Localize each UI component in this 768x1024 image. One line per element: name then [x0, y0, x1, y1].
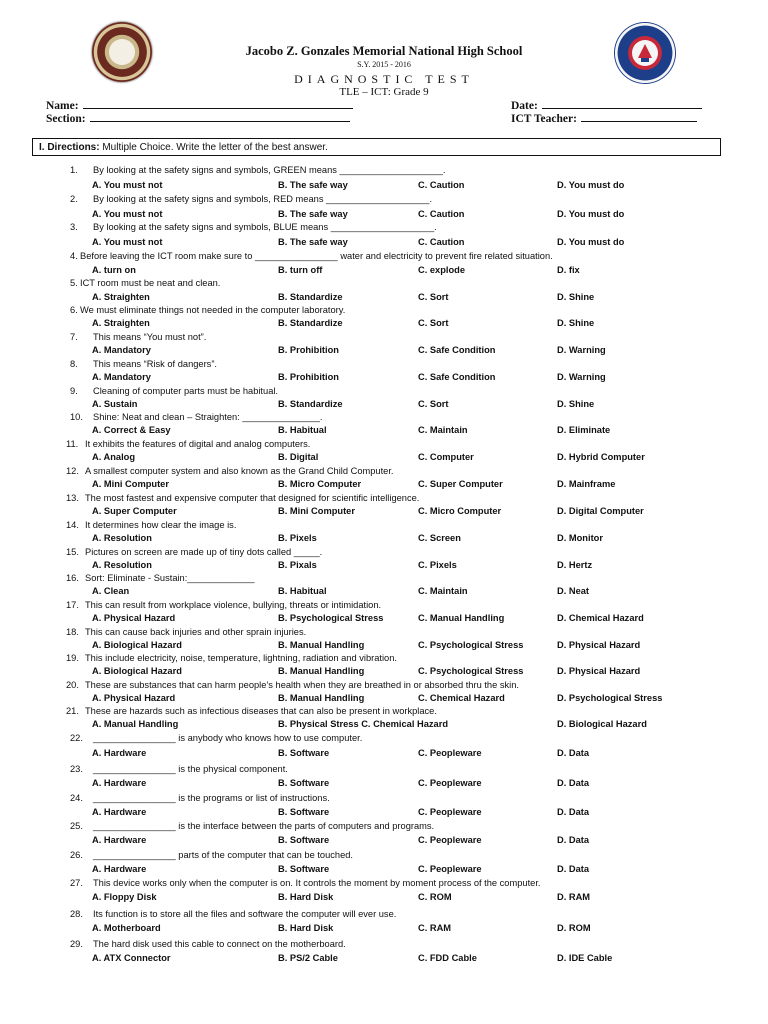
option-a: A. Hardware: [92, 778, 147, 788]
option-a: A. Hardware: [92, 807, 147, 817]
subject-line: TLE – ICT: Grade 9: [339, 86, 429, 98]
question-number: 11.: [66, 439, 79, 449]
option-c: C. Psychological Stress: [418, 640, 524, 650]
option-b: B. The safe way: [278, 237, 348, 247]
option-c: C. Pixels: [418, 560, 457, 570]
teacher-line[interactable]: [581, 112, 697, 122]
question-number: 14.: [66, 520, 79, 530]
option-a: A. Biological Hazard: [92, 640, 182, 650]
option-c: C. Safe Condition: [418, 372, 496, 382]
option-c: C. explode: [418, 265, 466, 275]
option-c: C. Peopleware: [418, 807, 482, 817]
option-d: D. You must do: [557, 237, 625, 247]
option-b: B. Pixals: [278, 560, 317, 570]
option-a: A. Resolution: [92, 560, 152, 570]
option-a: A. Analog: [92, 452, 136, 462]
option-b: B. PS/2 Cable: [278, 953, 338, 963]
question-text: This include electricity, noise, temperature, lightning, radiation and vibration.: [85, 653, 397, 663]
question-number: 8.: [70, 359, 78, 369]
option-c: C. Caution: [418, 237, 465, 247]
option-d: D. Physical Hazard: [557, 640, 641, 650]
option-b: B. Standardize: [278, 399, 343, 409]
school-year: S.Y. 2015 - 2016: [357, 60, 411, 69]
option-d: D. Warning: [557, 372, 606, 382]
question-text: Before leaving the ICT room make sure to ________________ water and electricity to prevent fire related situation.: [80, 251, 553, 261]
question-text: The most fastest and expensive computer that designed for scientific intelligence.: [85, 493, 420, 503]
option-b: B. Software: [278, 748, 330, 758]
option-c: C. Sort: [418, 399, 449, 409]
option-a: A. Hardware: [92, 835, 147, 845]
question-text: It determines how clear the image is.: [85, 520, 237, 530]
option-d: D. Eliminate: [557, 425, 611, 435]
option-b: B. Hard Disk: [278, 892, 334, 902]
option-b: B. Physical Stress C. Chemical Hazard: [278, 719, 448, 729]
question-number: 18.: [66, 627, 79, 637]
date-field[interactable]: [511, 99, 702, 112]
option-d: D. IDE Cable: [557, 953, 613, 963]
question-text: We must eliminate things not needed in the computer laboratory.: [80, 305, 346, 315]
option-a: A. ATX Connector: [92, 953, 171, 963]
option-d: D. Biological Hazard: [557, 719, 647, 729]
question-number: 16.: [66, 573, 79, 583]
question-number: 29.: [70, 939, 83, 949]
question-number: 10.: [70, 412, 83, 422]
option-c: C. Maintain: [418, 586, 468, 596]
option-a: A. Clean: [92, 586, 130, 596]
test-title: DIAGNOSTIC TEST: [294, 72, 474, 86]
question-text: The hard disk used this cable to connect on the motherboard.: [93, 939, 346, 949]
option-a: A. Sustain: [92, 399, 138, 409]
school-name: Jacobo Z. Gonzales Memorial National High School: [245, 44, 523, 58]
option-d: D. Data: [557, 864, 590, 874]
option-b: B. Mini Computer: [278, 506, 355, 516]
question-number: 17.: [66, 600, 79, 610]
option-b: B. Software: [278, 778, 330, 788]
question-text: A smallest computer system and also known as the Grand Child Computer.: [85, 466, 394, 476]
option-d: D. Shine: [557, 292, 595, 302]
option-d: D. Data: [557, 748, 590, 758]
option-d: D. Hybrid Computer: [557, 452, 645, 462]
question-text: This can result from workplace violence, bullying, threats or intimidation.: [85, 600, 382, 610]
option-c: C. Sort: [418, 292, 449, 302]
question-text: This device works only when the computer is on. It controls the moment by moment process of the computer.: [93, 878, 541, 888]
option-d: D. Physical Hazard: [557, 666, 641, 676]
question-number: 7.: [70, 332, 78, 342]
option-d: D. fix: [557, 265, 580, 275]
option-b: B. Digital: [278, 452, 319, 462]
question-text: It exhibits the features of digital and analog computers.: [85, 439, 311, 449]
option-c: C. RAM: [418, 923, 452, 933]
question-number: 3.: [70, 222, 78, 232]
name-line[interactable]: [83, 99, 353, 109]
question-number: 2.: [70, 194, 78, 204]
question-number: 9.: [70, 386, 78, 396]
option-c: C. Safe Condition: [418, 345, 496, 355]
question-text: Sort: Eliminate - Sustain:_____________: [85, 573, 255, 583]
option-c: C. Chemical Hazard: [418, 693, 505, 703]
question-text: ________________ is the interface between the parts of computers and programs.: [93, 821, 435, 831]
option-d: D. Psychological Stress: [557, 693, 663, 703]
question-number: 22.: [70, 733, 83, 743]
option-d: D. Shine: [557, 399, 595, 409]
option-a: A. Physical Hazard: [92, 693, 176, 703]
section-line[interactable]: [90, 112, 350, 122]
question-number: 12.: [66, 466, 79, 476]
option-d: D. Warning: [557, 345, 606, 355]
option-b: B. Micro Computer: [278, 479, 362, 489]
section-field[interactable]: [46, 112, 350, 125]
question-text: These are hazards such as infectious diseases that can also be present in workplace.: [85, 706, 437, 716]
question-number: 28.: [70, 909, 83, 919]
option-d: D. You must do: [557, 209, 625, 219]
option-c: C. Computer: [418, 452, 474, 462]
option-b: B. Software: [278, 835, 330, 845]
option-d: D. Neat: [557, 586, 590, 596]
question-number: 23.: [70, 764, 83, 774]
question-number: 25.: [70, 821, 83, 831]
directions-box: [32, 138, 721, 156]
option-a: A. Mandatory: [92, 372, 151, 382]
option-b: B. Prohibition: [278, 345, 339, 355]
question-text: Cleaning of computer parts must be habitual.: [93, 386, 279, 396]
option-c: C. FDD Cable: [418, 953, 477, 963]
option-b: B. Habitual: [278, 425, 327, 435]
option-c: C. Maintain: [418, 425, 468, 435]
date-line[interactable]: [542, 99, 702, 109]
option-c: C. Peopleware: [418, 835, 482, 845]
option-a: A. Straighten: [92, 318, 150, 328]
option-b: B. Software: [278, 864, 330, 874]
name-label: Name:: [46, 100, 79, 112]
option-b: B. The safe way: [278, 180, 348, 190]
option-d: D. Data: [557, 835, 590, 845]
question-text: ________________ is anybody who knows how to use computer.: [93, 733, 363, 743]
question-number: 26.: [70, 850, 83, 860]
question-text: ________________ is the physical component.: [93, 764, 288, 774]
option-a: A. Mandatory: [92, 345, 151, 355]
option-a: A. Hardware: [92, 748, 147, 758]
option-c: C. Caution: [418, 180, 465, 190]
option-a: A. Floppy Disk: [92, 892, 157, 902]
question-number: 13.: [66, 493, 79, 503]
question-text: ICT room must be neat and clean.: [80, 278, 221, 288]
name-field[interactable]: [46, 99, 353, 112]
option-b: B. Habitual: [278, 586, 327, 596]
option-a: A. Motherboard: [92, 923, 161, 933]
option-a: A. Biological Hazard: [92, 666, 182, 676]
option-a: A. Physical Hazard: [92, 613, 176, 623]
question-text: ________________ is the programs or list of instructions.: [93, 793, 330, 803]
option-a: A. Straighten: [92, 292, 150, 302]
option-d: D. ROM: [557, 923, 591, 933]
option-b: B. Software: [278, 807, 330, 817]
directions-label: I. Directions:: [39, 142, 100, 153]
question-text: This means “You must not”.: [93, 332, 207, 342]
option-a: A. You must not: [92, 209, 163, 219]
option-d: D. RAM: [557, 892, 591, 902]
option-a: A. Resolution: [92, 533, 152, 543]
option-b: B. Psychological Stress: [278, 613, 384, 623]
option-b: B. turn off: [278, 265, 323, 275]
question-text: These are substances that can harm people’s health when they are breathed in or absorbed thru the skin.: [85, 680, 519, 690]
option-a: A. You must not: [92, 237, 163, 247]
option-b: B. Standardize: [278, 292, 343, 302]
option-d: D. Digital Computer: [557, 506, 644, 516]
option-a: A. Mini Computer: [92, 479, 169, 489]
option-b: B. Manual Handling: [278, 640, 365, 650]
option-c: C. Caution: [418, 209, 465, 219]
option-d: D. Hertz: [557, 560, 593, 570]
question-text: Its function is to store all the files and software the computer will ever use.: [93, 909, 397, 919]
option-b: B. Prohibition: [278, 372, 339, 382]
option-d: D. Shine: [557, 318, 595, 328]
question-text: Shine: Neat and clean – Straighten: _______________.: [93, 412, 323, 422]
option-c: C. Peopleware: [418, 748, 482, 758]
option-c: C. Peopleware: [418, 778, 482, 788]
option-d: D. Data: [557, 778, 590, 788]
question-number: 19.: [66, 653, 79, 663]
option-c: C. Manual Handling: [418, 613, 505, 623]
question-text: This can cause back injuries and other sprain injuries.: [85, 627, 307, 637]
option-a: A. You must not: [92, 180, 163, 190]
question-text: This means “Risk of dangers”.: [93, 359, 218, 369]
option-a: A. turn on: [92, 265, 136, 275]
question-text: By looking at the safety signs and symbols, GREEN means ____________________.: [93, 165, 446, 175]
question-number: 21.: [66, 706, 79, 716]
option-d: D. Monitor: [557, 533, 603, 543]
option-a: A. Hardware: [92, 864, 147, 874]
option-c: C. Psychological Stress: [418, 666, 524, 676]
option-b: B. Manual Handling: [278, 666, 365, 676]
question-text: By looking at the safety signs and symbols, RED means ____________________.: [93, 194, 433, 204]
option-c: C. Peopleware: [418, 864, 482, 874]
question-number: 15.: [66, 547, 79, 557]
option-a: A. Super Computer: [92, 506, 177, 516]
question-number: 6.: [70, 305, 78, 315]
option-b: B. Pixels: [278, 533, 317, 543]
question-number: 24.: [70, 793, 83, 803]
option-b: B. The safe way: [278, 209, 348, 219]
option-a: A. Manual Handling: [92, 719, 179, 729]
option-b: B. Hard Disk: [278, 923, 334, 933]
question-text: ________________ parts of the computer that can be touched.: [93, 850, 353, 860]
option-b: B. Manual Handling: [278, 693, 365, 703]
question-number: 20.: [66, 680, 79, 690]
question-text: Pictures on screen are made up of tiny dots called _____.: [85, 547, 323, 557]
option-b: B. Standardize: [278, 318, 343, 328]
question-number: 1.: [70, 165, 78, 175]
directions-text: Multiple Choice. Write the letter of the best answer.: [99, 142, 328, 153]
option-d: D. Chemical Hazard: [557, 613, 644, 623]
option-d: D. Mainframe: [557, 479, 616, 489]
question-number: 4.: [70, 251, 78, 261]
section-label: Section:: [46, 113, 86, 125]
question-number: 27.: [70, 878, 83, 888]
option-c: C. ROM: [418, 892, 452, 902]
option-c: C. Screen: [418, 533, 461, 543]
option-c: C. Sort: [418, 318, 449, 328]
date-label: Date:: [511, 100, 538, 112]
option-c: C. Super Computer: [418, 479, 503, 489]
option-d: D. You must do: [557, 180, 625, 190]
question-text: By looking at the safety signs and symbols, BLUE means ____________________.: [93, 222, 437, 232]
teacher-label: ICT Teacher:: [511, 113, 577, 125]
teacher-field[interactable]: [511, 112, 697, 125]
option-c: C. Micro Computer: [418, 506, 502, 516]
question-number: 5.: [70, 278, 78, 288]
option-d: D. Data: [557, 807, 590, 817]
option-a: A. Correct & Easy: [92, 425, 171, 435]
